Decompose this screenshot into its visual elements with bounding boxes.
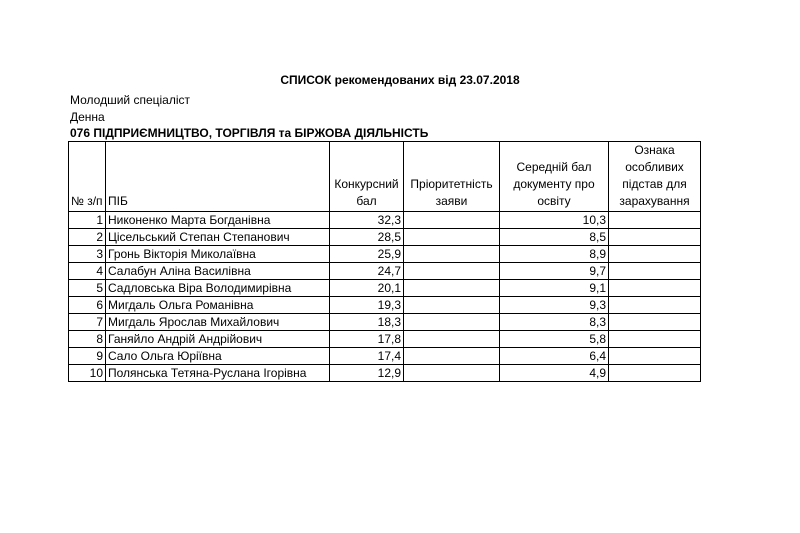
row-score: 17,8 [330,331,404,348]
row-average: 8,9 [500,246,609,263]
table-row [69,314,701,331]
row-name: Гронь Вікторія Миколаївна [106,246,330,263]
row-average: 6,4 [500,348,609,365]
row-priority [404,365,500,382]
row-name: Салабун Аліна Василівна [106,263,330,280]
table-row [69,246,701,263]
row-name: Никоненко Марта Богданівна [106,212,330,229]
row-number: 5 [69,280,106,297]
table-row [69,348,701,365]
row-average: 9,3 [500,297,609,314]
row-special-grounds [609,246,701,263]
row-special-grounds [609,365,701,382]
row-score: 20,1 [330,280,404,297]
table-row [69,280,701,297]
row-number: 1 [69,212,106,229]
recommended-list-table [68,141,701,382]
row-priority [404,229,500,246]
row-number: 7 [69,314,106,331]
study-form-label: Денна [70,110,105,124]
header-average: Середній бал документу про освіту [500,142,609,212]
header-score: Конкурсний бал [330,142,404,212]
table-row [69,331,701,348]
row-name: Полянська Тетяна-Руслана Ігорівна [106,365,330,382]
row-average: 4,9 [500,365,609,382]
header-special-grounds: Ознака особливих підстав для зарахування [609,142,701,212]
row-score: 17,4 [330,348,404,365]
degree-label: Молодший спеціаліст [70,93,191,107]
row-special-grounds [609,314,701,331]
row-name: Мигдаль Ольга Романівна [106,297,330,314]
row-score: 12,9 [330,365,404,382]
row-special-grounds [609,331,701,348]
row-average: 8,3 [500,314,609,331]
row-number: 4 [69,263,106,280]
row-name: Цісельський Степан Степанович [106,229,330,246]
header-priority: Пріоритетність заяви [404,142,500,212]
row-priority [404,280,500,297]
row-special-grounds [609,229,701,246]
header-name: ПІБ [106,142,330,212]
row-number: 2 [69,229,106,246]
table-row [69,365,701,382]
row-score: 28,5 [330,229,404,246]
table-row [69,263,701,280]
row-priority [404,314,500,331]
row-number: 3 [69,246,106,263]
row-priority [404,331,500,348]
table-header-row [69,142,701,212]
row-score: 24,7 [330,263,404,280]
table-body [69,212,701,382]
row-score: 18,3 [330,314,404,331]
row-name: Ганяйло Андрій Андрійович [106,331,330,348]
row-special-grounds [609,280,701,297]
row-priority [404,246,500,263]
row-name: Садловська Віра Володимирівна [106,280,330,297]
row-score: 32,3 [330,212,404,229]
row-number: 8 [69,331,106,348]
row-number: 10 [69,365,106,382]
row-special-grounds [609,263,701,280]
header-number: № з/п [69,142,106,212]
row-average: 5,8 [500,331,609,348]
row-score: 25,9 [330,246,404,263]
row-priority [404,212,500,229]
row-score: 19,3 [330,297,404,314]
row-number: 6 [69,297,106,314]
row-average: 9,1 [500,280,609,297]
row-average: 9,7 [500,263,609,280]
table-row [69,212,701,229]
row-name: Сало Ольга Юріївна [106,348,330,365]
table-row [69,229,701,246]
row-priority [404,263,500,280]
row-priority [404,348,500,365]
row-special-grounds [609,297,701,314]
row-number: 9 [69,348,106,365]
document-title: СПИСОК рекомендованих від 23.07.2018 [280,73,520,87]
row-average: 10,3 [500,212,609,229]
row-average: 8,5 [500,229,609,246]
row-special-grounds [609,212,701,229]
row-priority [404,297,500,314]
specialty-label: 076 ПІДПРИЄМНИЦТВО, ТОРГІВЛЯ та БІРЖОВА ДІЯЛЬНІСТЬ [70,126,429,140]
row-name: Мигдаль Ярослав Михайлович [106,314,330,331]
row-special-grounds [609,348,701,365]
table-row [69,297,701,314]
